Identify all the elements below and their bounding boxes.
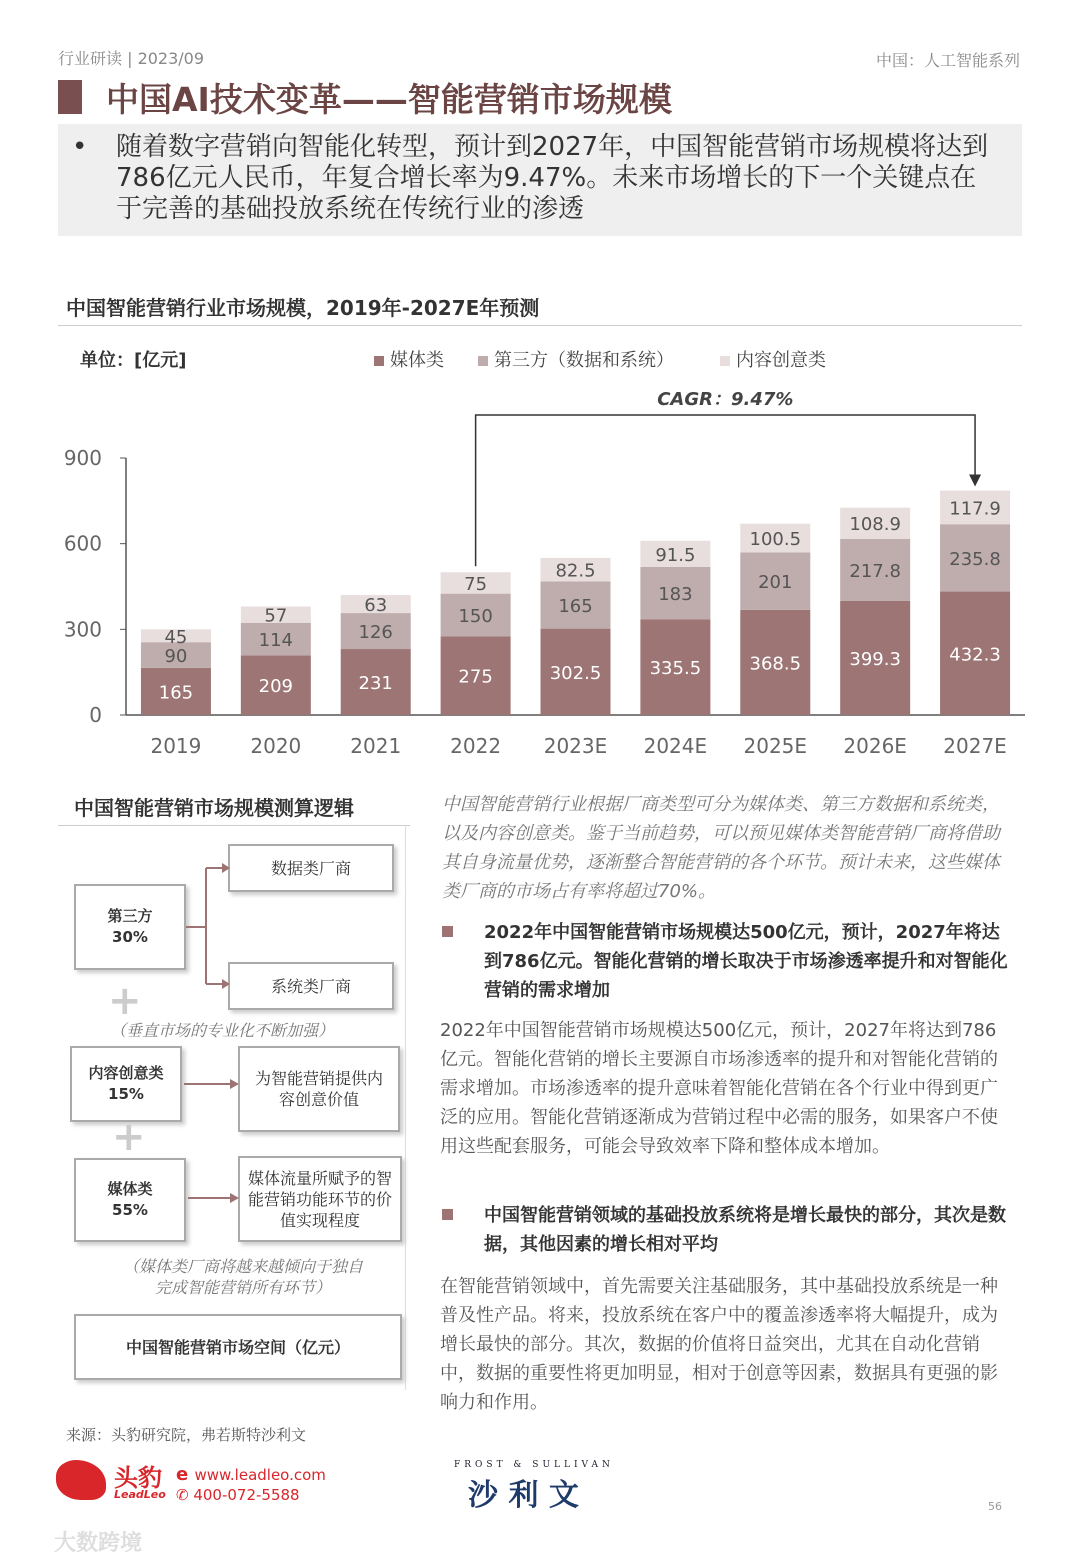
box-content-desc: 为智能营销提供内容创意价值 [238,1046,400,1132]
data-label: 82.5 [555,560,596,582]
logo-text: 头豹 [114,1464,162,1492]
data-label: 45 [164,626,188,648]
fs-cn: 沙 利 文 [468,1478,579,1513]
header-right: 中国：人工智能系列 [875,51,1020,70]
legend-media: 媒体类 [374,346,444,372]
data-label: 183 [658,584,693,606]
note-media: （媒体类厂商将越来越倾向于独自完成智能营销所有环节） [122,1257,363,1297]
data-label: 432.3 [949,644,1001,666]
website-link[interactable]: e www.leadleo.com [176,1464,326,1485]
data-label: 75 [464,573,488,595]
box-content: 内容创意类 15% [70,1046,182,1122]
header-left: 行业研读 | 2023/09 [58,49,205,68]
box-third: 第三方 30% [74,884,186,970]
x-tick-label: 2021 [350,734,402,758]
data-label: 100.5 [749,529,802,551]
branch-arrow [186,860,231,990]
bar-chart [0,370,1080,770]
data-label: 165 [158,682,194,704]
fs-en: FROST & SULLIVAN [454,1460,614,1470]
cagr-arrow-icon [969,475,981,487]
x-tick-label: 2023E [543,734,608,758]
logo-en: LeadLeo [114,1488,166,1501]
x-tick-label: 2022 [450,734,502,758]
y-tick-label: 900 [63,446,102,470]
bullet: • [72,132,88,162]
y-tick-label: 300 [63,617,102,642]
data-label: 165 [558,596,593,618]
note-vertical: （垂直市场的专业化不断加强） [110,1021,335,1040]
x-tick-label: 2026E [843,734,907,758]
arrows [182,1075,242,1205]
box-media: 媒体类 55% [74,1158,186,1242]
bullet-1: 2022年中国智能营销市场规模达500亿元，预计，2027年将达到786亿元。智能化营销的增长取决于市场渗透率提升和对智能化营销的需求增加 [442,918,1012,1005]
data-label: 217.8 [849,560,901,582]
plus-icon: + [112,1114,146,1160]
data-label: 150 [458,606,493,628]
x-tick-label: 2020 [250,734,302,758]
data-label: 399.3 [849,648,901,670]
paragraph-2: 在智能营销领域中，首先需要关注基础服务，其中基础投放系统是一种普及性产品。将来，投放系统在客户中的覆盖渗透率将大幅提升，成为增长最快的部分。其次，数据的价值将日益突出，尤其在自动化营销中，数据的重要性将更加明显，相对于创意等因素，数据具有更强的影响力和作用。 [440,1276,998,1413]
box-total: 中国智能营销市场空间（亿元） [74,1314,402,1380]
box-data-vendor: 数据类厂商 [228,844,394,892]
box-system-vendor: 系统类厂商 [228,962,394,1010]
divider [58,825,410,826]
y-tick-label: 0 [89,703,102,727]
bullet-2: 中国智能营销领域的基础投放系统将是增长最快的部分，其次是数据，其他因素的增长相对平均 [442,1201,1012,1259]
data-label: 231 [358,673,393,695]
title-marker [58,80,82,114]
data-label: 335.5 [649,658,702,680]
chart-title: 中国智能营销行业市场规模，2019年-2027E年预测 [66,296,540,320]
data-label: 117.9 [949,498,1001,520]
summary-box [58,124,1022,236]
data-label: 209 [258,676,294,698]
divider [405,825,406,1390]
page-number: 56 [988,1500,1002,1513]
logic-title: 中国智能营销市场规模测算逻辑 [74,796,354,820]
divider [58,325,1022,326]
legend-third: 第三方（数据和系统） [478,346,674,372]
data-label: 368.5 [749,653,802,675]
summary-text: 随着数字营销向智能化转型，预计到2027年，中国智能营销市场规模将达到786亿元人民币，年复合增长率为9.47%。未来市场增长的下一个关键点在于完善的基础投放系统在传统行业的渗透 [116,132,989,224]
data-label: 63 [364,595,388,617]
data-label: 126 [358,622,393,644]
paragraph-1: 2022年中国智能营销市场规模达500亿元，预计，2027年将达到786亿元。智能化营销的增长主要源自市场渗透率的提升和对智能化营销的需求增加。市场渗透率的提升意味着智能化营销在各个行业中得到更广泛的应用。智能化营销逐渐成为营销过程中必需的服务，如果客户不使用这些配套服务，可能会导致效率下降和整体成本增加。 [440,1020,998,1157]
y-tick-label: 600 [63,531,102,556]
page-title: 中国AI技术变革——智能营销市场规模 [106,80,672,119]
intro-text: 中国智能营销行业根据厂商类型可分为媒体类、第三方数据和系统类，以及内容创意类。鉴于当前趋势，可以预见媒体类智能营销厂商将借助其自身流量优势，逐渐整合智能营销的各个环节。预计未来，这些媒体类厂商的市场占有率将超过70%。 [442,794,1000,902]
box-media-desc: 媒体流量所赋予的智能营销功能环节的价值实现程度 [238,1156,402,1242]
data-label: 57 [264,605,288,627]
data-label: 114 [258,630,294,652]
data-label: 275 [458,666,493,688]
data-label: 91.5 [655,544,696,566]
data-label: 201 [758,572,793,594]
unit-label: 单位：[亿元] [80,350,187,371]
phone: ✆ 400-072-5588 [176,1486,300,1504]
data-label: 90 [164,646,188,668]
x-tick-label: 2024E [643,734,708,758]
x-tick-label: 2027E [943,734,1007,758]
x-tick-label: 2019 [150,734,202,758]
cagr-label: CAGR：9.47% [657,389,794,410]
legend-content: 内容创意类 [720,346,826,372]
x-tick-label: 2025E [743,734,808,758]
leadleo-logo-icon [56,1460,106,1500]
data-label: 302.5 [549,662,602,684]
data-label: 108.9 [849,514,901,536]
watermark: 大数跨境 [54,1531,143,1556]
data-label: 235.8 [949,548,1001,570]
plus-icon: + [108,978,142,1024]
source: 来源：头豹研究院，弗若斯特沙利文 [66,1426,307,1444]
